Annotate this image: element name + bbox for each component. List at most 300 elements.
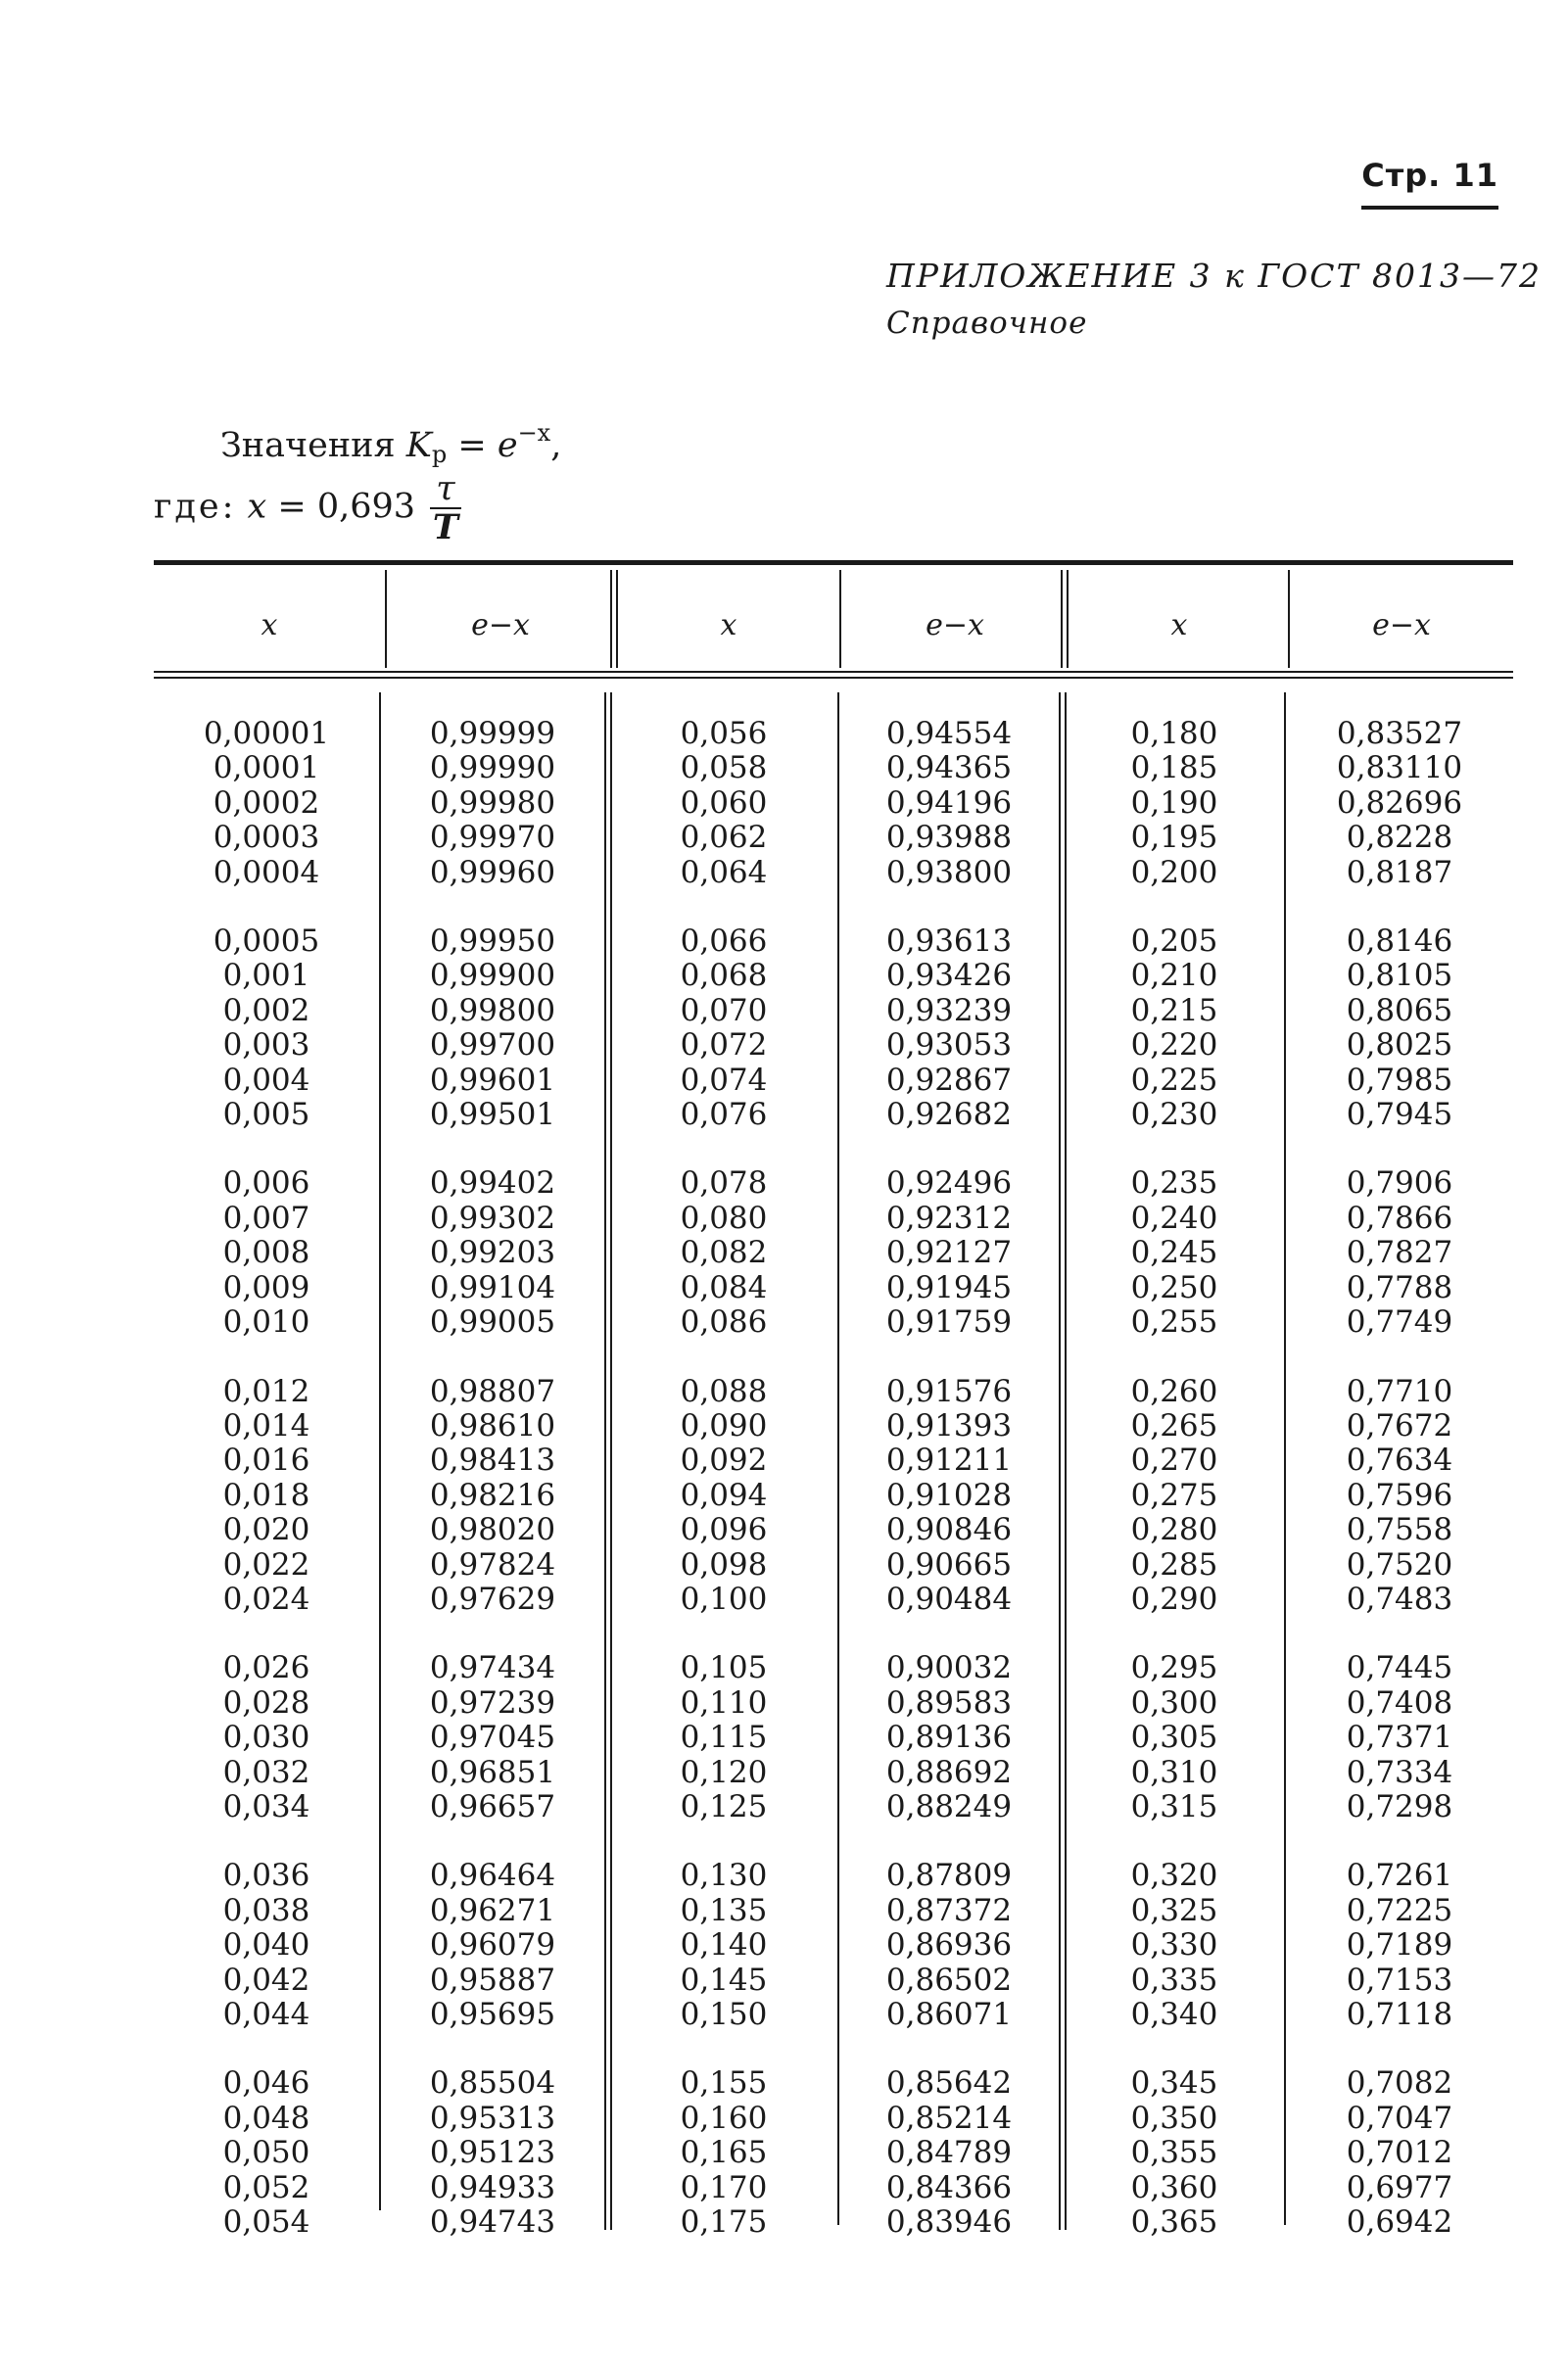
table-cell: 0,350	[1130, 2100, 1218, 2136]
table-cell: 0,215	[1130, 992, 1218, 1028]
table-cell: 0,98807	[429, 1373, 556, 1409]
header-x-2: x	[720, 607, 737, 642]
table-cell: 0,7827	[1346, 1235, 1453, 1271]
column-x-3	[1065, 717, 1284, 2274]
table-cell: 0,026	[222, 1650, 310, 1686]
table-cell: 0,060	[680, 784, 768, 821]
table-cell: 0,330	[1130, 1927, 1218, 1964]
row-group	[839, 2066, 1059, 2240]
table-cell: 0,001	[222, 958, 310, 994]
table-cell: 0,7672	[1346, 1407, 1453, 1444]
table-cell: 0,094	[680, 1477, 768, 1513]
row-group	[1286, 2066, 1513, 2240]
table-cell: 0,84366	[885, 2169, 1013, 2205]
row-group	[839, 1859, 1059, 2032]
table-cell: 0,99900	[429, 958, 556, 994]
table-cell: 0,280	[1130, 1512, 1218, 1548]
row-group	[154, 1166, 379, 1340]
table-cell: 0,94933	[429, 2169, 556, 2205]
row-group	[1286, 1651, 1513, 1824]
table-cell: 0,7906	[1346, 1165, 1453, 1202]
row-group	[839, 1166, 1059, 1340]
table-cell: 0,99990	[429, 750, 556, 786]
row-group	[381, 2066, 604, 2240]
table-cell: 0,99800	[429, 992, 556, 1028]
table-cell: 0,82696	[1336, 784, 1463, 821]
table-cell: 0,090	[680, 1407, 768, 1444]
formula-T: T	[432, 507, 458, 547]
row-group	[610, 1166, 837, 1340]
table-cell: 0,150	[680, 1997, 768, 2032]
row-group	[839, 717, 1059, 890]
table-cell: 0,058	[680, 750, 768, 786]
row-group	[1286, 924, 1513, 1132]
column-exp-2	[839, 717, 1059, 2274]
row-group	[1065, 2066, 1284, 2240]
formula-k-sub: р	[431, 441, 448, 468]
table-cell: 0,0004	[213, 854, 320, 890]
row-group	[381, 1859, 604, 2032]
table-cell: 0,7445	[1346, 1650, 1453, 1686]
table-cell: 0,7298	[1346, 1788, 1453, 1824]
table-cell: 0,94196	[885, 784, 1013, 821]
formula-prefix: Значения	[220, 426, 396, 465]
table-cell: 0,048	[222, 2100, 310, 2136]
row-group	[610, 717, 837, 890]
table-cell: 0,074	[680, 1062, 768, 1098]
table-cell: 0,300	[1130, 1684, 1218, 1721]
table-cell: 0,85214	[885, 2100, 1013, 2136]
table-cell: 0,99203	[429, 1235, 556, 1271]
table-cell: 0,009	[222, 1269, 310, 1305]
table-cell: 0,99601	[429, 1062, 556, 1098]
table-cell: 0,96657	[429, 1788, 556, 1824]
table-cell: 0,93800	[885, 854, 1013, 890]
table-cell: 0,195	[1130, 820, 1218, 856]
table-cell: 0,93988	[885, 820, 1013, 856]
table-cell: 0,345	[1130, 2065, 1218, 2102]
table-cell: 0,7012	[1346, 2135, 1453, 2171]
table-cell: 0,98020	[429, 1512, 556, 1548]
row-group	[1065, 1166, 1284, 1340]
table-cell: 0,7558	[1346, 1512, 1453, 1548]
row-group	[1286, 1375, 1513, 1618]
table-cell: 0,96464	[429, 1858, 556, 1894]
table-cell: 0,125	[680, 1788, 768, 1824]
table-cell: 0,034	[222, 1788, 310, 1824]
table-cell: 0,210	[1130, 958, 1218, 994]
table-cell: 0,046	[222, 2065, 310, 2102]
table-cell: 0,87372	[885, 1892, 1013, 1928]
table-cell: 0,99005	[429, 1304, 556, 1341]
table-cell: 0,310	[1130, 1754, 1218, 1790]
table-cell: 0,8065	[1346, 992, 1453, 1028]
table-cell: 0,87809	[885, 1858, 1013, 1894]
table-cell: 0,084	[680, 1269, 768, 1305]
row-group	[1065, 1651, 1284, 1824]
table-header	[154, 565, 1513, 685]
table-cell: 0,078	[680, 1165, 768, 1202]
table-cell: 0,89136	[885, 1720, 1013, 1756]
formula-line-1	[220, 419, 561, 468]
table-cell: 0,004	[222, 1062, 310, 1098]
table-cell: 0,99302	[429, 1200, 556, 1236]
table-cell: 0,93239	[885, 992, 1013, 1028]
table-cell: 0,95123	[429, 2135, 556, 2171]
row-group	[154, 1375, 379, 1618]
table-cell: 0,7118	[1346, 1997, 1453, 2032]
table-cell: 0,97239	[429, 1684, 556, 1721]
table-cell: 0,8146	[1346, 923, 1453, 960]
table-cell: 0,90665	[885, 1546, 1013, 1583]
table-cell: 0,036	[222, 1858, 310, 1894]
table-cell: 0,225	[1130, 1062, 1218, 1098]
row-group	[154, 924, 379, 1132]
table-cell: 0,245	[1130, 1235, 1218, 1271]
table-cell: 0,120	[680, 1754, 768, 1790]
row-group	[610, 1859, 837, 2032]
table-cell: 0,96271	[429, 1892, 556, 1928]
table-cell: 0,110	[680, 1684, 768, 1721]
table-cell: 0,93426	[885, 958, 1013, 994]
table-cell: 0,7225	[1346, 1892, 1453, 1928]
table-cell: 0,92496	[885, 1165, 1013, 1202]
table-cell: 0,005	[222, 1097, 310, 1133]
row-group	[839, 924, 1059, 1132]
table-cell: 0,97045	[429, 1720, 556, 1756]
formula-e: e	[497, 426, 518, 465]
table-cell: 0,92867	[885, 1062, 1013, 1098]
table-cell: 0,85642	[885, 2065, 1013, 2102]
table-cell: 0,86936	[885, 1927, 1013, 1964]
formula-tau: τ	[430, 470, 460, 509]
row-group	[610, 1651, 837, 1824]
table-cell: 0,93053	[885, 1027, 1013, 1064]
table-cell: 0,8187	[1346, 854, 1453, 890]
table-cell: 0,335	[1130, 1962, 1218, 1998]
table-cell: 0,290	[1130, 1581, 1218, 1617]
table-cell: 0,7408	[1346, 1684, 1453, 1721]
table-cell: 0,365	[1130, 2204, 1218, 2241]
table-cell: 0,285	[1130, 1546, 1218, 1583]
table-cell: 0,00001	[203, 716, 330, 751]
table-cell: 0,7596	[1346, 1477, 1453, 1513]
table-cell: 0,230	[1130, 1097, 1218, 1133]
table-cell: 0,340	[1130, 1997, 1218, 2032]
values-table	[154, 560, 1513, 2249]
table-cell: 0,7483	[1346, 1581, 1453, 1617]
table-cell: 0,006	[222, 1165, 310, 1202]
table-cell: 0,145	[680, 1962, 768, 1998]
table-cell: 0,160	[680, 2100, 768, 2136]
row-group	[1065, 717, 1284, 890]
table-cell: 0,95313	[429, 2100, 556, 2136]
table-cell: 0,044	[222, 1997, 310, 2032]
table-cell: 0,91393	[885, 1407, 1013, 1444]
table-cell: 0,010	[222, 1304, 310, 1341]
table-cell: 0,7261	[1346, 1858, 1453, 1894]
table-cell: 0,066	[680, 923, 768, 960]
table-cell: 0,086	[680, 1304, 768, 1341]
row-group	[154, 1859, 379, 2032]
appendix-title: ПРИЛОЖЕНИЕ 3 к ГОСТ 8013—72	[886, 257, 1542, 295]
table-cell: 0,003	[222, 1027, 310, 1064]
table-cell: 0,92312	[885, 1200, 1013, 1236]
formula-where: где:	[154, 487, 237, 527]
table-cell: 0,315	[1130, 1788, 1218, 1824]
table-cell: 0,255	[1130, 1304, 1218, 1341]
table-cell: 0,018	[222, 1477, 310, 1513]
table-cell: 0,295	[1130, 1650, 1218, 1686]
table-cell: 0,0003	[213, 820, 320, 856]
formula-fraction	[430, 470, 460, 546]
table-cell: 0,056	[680, 716, 768, 751]
table-cell: 0,140	[680, 1927, 768, 1964]
table-cell: 0,7945	[1346, 1097, 1453, 1133]
table-cell: 0,012	[222, 1373, 310, 1409]
row-group	[1286, 1859, 1513, 2032]
table-cell: 0,170	[680, 2169, 768, 2205]
row-group	[839, 1375, 1059, 1618]
table-cell: 0,99980	[429, 784, 556, 821]
formula-comma: ,	[550, 426, 562, 465]
row-group	[154, 717, 379, 890]
table-cell: 0,275	[1130, 1477, 1218, 1513]
table-cell: 0,054	[222, 2204, 310, 2241]
table-cell: 0,007	[222, 1200, 310, 1236]
table-cell: 0,040	[222, 1927, 310, 1964]
header-x-1: x	[261, 607, 278, 642]
table-cell: 0,008	[222, 1235, 310, 1271]
table-cell: 0,190	[1130, 784, 1218, 821]
table-cell: 0,7189	[1346, 1927, 1453, 1964]
table-cell: 0,200	[1130, 854, 1218, 890]
table-cell: 0,94365	[885, 750, 1013, 786]
header-divider-4	[1061, 570, 1069, 668]
table-cell: 0,86071	[885, 1997, 1013, 2032]
header-x-3: x	[1170, 607, 1188, 642]
table-cell: 0,105	[680, 1650, 768, 1686]
table-cell: 0,325	[1130, 1892, 1218, 1928]
table-cell: 0,92127	[885, 1235, 1013, 1271]
table-cell: 0,90032	[885, 1650, 1013, 1686]
header-exp-2: e−x	[926, 607, 984, 642]
table-cell: 0,080	[680, 1200, 768, 1236]
table-cell: 0,94554	[885, 716, 1013, 751]
column-x-2	[610, 717, 837, 2274]
table-cell: 0,014	[222, 1407, 310, 1444]
table-cell: 0,7788	[1346, 1269, 1453, 1305]
table-cell: 0,6977	[1346, 2169, 1453, 2205]
table-cell: 0,068	[680, 958, 768, 994]
table-cell: 0,95887	[429, 1962, 556, 1998]
table-cell: 0,83946	[885, 2204, 1013, 2241]
table-cell: 0,99501	[429, 1097, 556, 1133]
header-separator	[154, 671, 1513, 679]
table-cell: 0,90484	[885, 1581, 1013, 1617]
table-cell: 0,088	[680, 1373, 768, 1409]
table-cell: 0,076	[680, 1097, 768, 1133]
table-cell: 0,7749	[1346, 1304, 1453, 1341]
table-cell: 0,83110	[1336, 750, 1463, 786]
header-divider-3	[839, 570, 841, 668]
table-cell: 0,7866	[1346, 1200, 1453, 1236]
table-cell: 0,7520	[1346, 1546, 1453, 1583]
table-cell: 0,91211	[885, 1443, 1013, 1479]
row-group	[154, 2066, 379, 2240]
table-cell: 0,90846	[885, 1512, 1013, 1548]
table-cell: 0,83527	[1336, 716, 1463, 751]
table-cell: 0,99970	[429, 820, 556, 856]
table-cell: 0,8105	[1346, 958, 1453, 994]
formula-eq: =	[447, 426, 498, 465]
table-cell: 0,7047	[1346, 2100, 1453, 2136]
table-cell: 0,91759	[885, 1304, 1013, 1341]
table-cell: 0,064	[680, 854, 768, 890]
table-cell: 0,8228	[1346, 820, 1453, 856]
header-exp-1: e−x	[471, 607, 530, 642]
table-cell: 0,305	[1130, 1720, 1218, 1756]
formula-line-2	[154, 470, 461, 546]
row-group	[1065, 924, 1284, 1132]
table-cell: 0,7334	[1346, 1754, 1453, 1790]
row-group	[381, 717, 604, 890]
table-cell: 0,130	[680, 1858, 768, 1894]
table-cell: 0,135	[680, 1892, 768, 1928]
table-cell: 0,022	[222, 1546, 310, 1583]
table-cell: 0,99960	[429, 854, 556, 890]
table-cell: 0,92682	[885, 1097, 1013, 1133]
table-cell: 0,250	[1130, 1269, 1218, 1305]
table-cell: 0,320	[1130, 1858, 1218, 1894]
table-cell: 0,7371	[1346, 1720, 1453, 1756]
table-cell: 0,99700	[429, 1027, 556, 1064]
row-group	[610, 924, 837, 1132]
table-cell: 0,062	[680, 820, 768, 856]
table-cell: 0,235	[1130, 1165, 1218, 1202]
table-cell: 0,260	[1130, 1373, 1218, 1409]
table-cell: 0,240	[1130, 1200, 1218, 1236]
table-cell: 0,97629	[429, 1581, 556, 1617]
table-cell: 0,100	[680, 1581, 768, 1617]
table-cell: 0,082	[680, 1235, 768, 1271]
table-cell: 0,99999	[429, 716, 556, 751]
table-cell: 0,028	[222, 1684, 310, 1721]
header-divider-1	[385, 570, 387, 668]
table-cell: 0,6942	[1346, 2204, 1453, 2241]
table-cell: 0,8025	[1346, 1027, 1453, 1064]
table-cell: 0,94743	[429, 2204, 556, 2241]
row-group	[839, 1651, 1059, 1824]
table-cell: 0,205	[1130, 923, 1218, 960]
table-cell: 0,360	[1130, 2169, 1218, 2205]
header-divider-5	[1288, 570, 1290, 668]
table-cell: 0,0005	[213, 923, 320, 960]
table-cell: 0,072	[680, 1027, 768, 1064]
table-cell: 0,270	[1130, 1443, 1218, 1479]
table-cell: 0,355	[1130, 2135, 1218, 2171]
column-exp-3	[1286, 717, 1513, 2274]
table-cell: 0,7985	[1346, 1062, 1453, 1098]
table-cell: 0,96079	[429, 1927, 556, 1964]
table-cell: 0,165	[680, 2135, 768, 2171]
table-cell: 0,97824	[429, 1546, 556, 1583]
row-group	[381, 924, 604, 1132]
formula-x: x	[247, 487, 267, 527]
formula-k: K	[405, 426, 432, 465]
table-cell: 0,98413	[429, 1443, 556, 1479]
row-group	[381, 1651, 604, 1824]
table-cell: 0,91945	[885, 1269, 1013, 1305]
table-cell: 0,155	[680, 2065, 768, 2102]
table-cell: 0,0002	[213, 784, 320, 821]
table-cell: 0,97434	[429, 1650, 556, 1686]
formula-coef: = 0,693	[266, 487, 416, 527]
table-cell: 0,85504	[429, 2065, 556, 2102]
row-group	[1065, 1859, 1284, 2032]
table-cell: 0,020	[222, 1512, 310, 1548]
table-cell: 0,0001	[213, 750, 320, 786]
row-group	[381, 1375, 604, 1618]
reference-note: Справочное	[886, 306, 1088, 341]
header-exp-3: e−x	[1372, 607, 1431, 642]
table-cell: 0,88692	[885, 1754, 1013, 1790]
table-cell: 0,092	[680, 1443, 768, 1479]
table-cell: 0,86502	[885, 1962, 1013, 1998]
table-cell: 0,098	[680, 1546, 768, 1583]
table-cell: 0,220	[1130, 1027, 1218, 1064]
table-cell: 0,91576	[885, 1373, 1013, 1409]
table-cell: 0,096	[680, 1512, 768, 1548]
row-group	[1065, 1375, 1284, 1618]
formula-e-exp: −x	[517, 419, 551, 447]
row-group	[154, 1651, 379, 1824]
table-cell: 0,7153	[1346, 1962, 1453, 1998]
table-cell: 0,016	[222, 1443, 310, 1479]
column-exp-1	[381, 717, 604, 2274]
table-cell: 0,98610	[429, 1407, 556, 1444]
table-cell: 0,070	[680, 992, 768, 1028]
table-cell: 0,115	[680, 1720, 768, 1756]
table-cell: 0,030	[222, 1720, 310, 1756]
table-cell: 0,7634	[1346, 1443, 1453, 1479]
page-number: Стр. 11	[1361, 157, 1498, 210]
table-cell: 0,265	[1130, 1407, 1218, 1444]
table-cell: 0,98216	[429, 1477, 556, 1513]
table-cell: 0,93613	[885, 923, 1013, 960]
table-cell: 0,91028	[885, 1477, 1013, 1513]
table-cell: 0,038	[222, 1892, 310, 1928]
table-cell: 0,7710	[1346, 1373, 1453, 1409]
table-cell: 0,99402	[429, 1165, 556, 1202]
table-cell: 0,032	[222, 1754, 310, 1790]
row-group	[381, 1166, 604, 1340]
table-cell: 0,002	[222, 992, 310, 1028]
row-group	[610, 1375, 837, 1618]
table-cell: 0,89583	[885, 1684, 1013, 1721]
row-group	[1286, 717, 1513, 890]
table-cell: 0,175	[680, 2204, 768, 2241]
table-cell: 0,050	[222, 2135, 310, 2171]
row-group	[610, 2066, 837, 2240]
column-x-1	[154, 717, 379, 2274]
table-cell: 0,042	[222, 1962, 310, 1998]
table-cell: 0,185	[1130, 750, 1218, 786]
table-cell: 0,96851	[429, 1754, 556, 1790]
table-cell: 0,024	[222, 1581, 310, 1617]
table-cell: 0,88249	[885, 1788, 1013, 1824]
table-cell: 0,99104	[429, 1269, 556, 1305]
